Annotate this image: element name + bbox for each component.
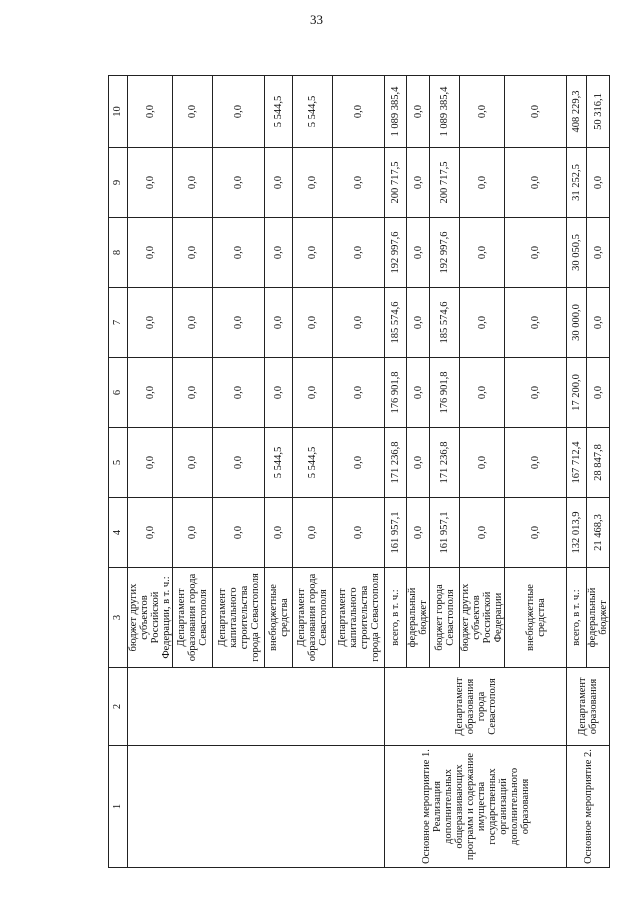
header-cell: 2 [109, 668, 128, 746]
header-cell: 9 [109, 148, 128, 218]
header-row [109, 76, 128, 868]
value-cell: 161 957,1 [385, 498, 407, 568]
value-cell: 171 236,8 [385, 428, 407, 498]
value-cell: 0,0 [173, 428, 213, 498]
header-cell: 3 [109, 568, 128, 668]
value-cell: 0,0 [213, 148, 265, 218]
value-cell: 0,0 [460, 76, 505, 148]
value-cell: 0,0 [265, 148, 293, 218]
value-cell: 132 013,9 [567, 498, 587, 568]
header-cell: 10 [109, 76, 128, 148]
value-cell: 0,0 [505, 148, 567, 218]
value-cell: 31 252,5 [567, 148, 587, 218]
source-cell: всего, в т. ч.: [385, 568, 407, 668]
value-cell: 0,0 [333, 76, 385, 148]
source-cell: внебюджетные средства [265, 568, 293, 668]
value-cell: 0,0 [587, 358, 610, 428]
table-row [385, 76, 407, 868]
value-cell: 171 236,8 [430, 428, 460, 498]
value-cell: 0,0 [265, 498, 293, 568]
value-cell: 0,0 [293, 148, 333, 218]
value-cell: 5 544,5 [265, 428, 293, 498]
value-cell: 0,0 [213, 358, 265, 428]
value-cell: 0,0 [213, 218, 265, 288]
value-cell: 0,0 [407, 218, 430, 288]
value-cell: 0,0 [173, 288, 213, 358]
table-row [567, 76, 587, 868]
value-cell: 192 997,6 [430, 218, 460, 288]
value-cell: 0,0 [293, 288, 333, 358]
value-cell: 0,0 [407, 76, 430, 148]
value-cell: 0,0 [505, 498, 567, 568]
value-cell: 0,0 [587, 288, 610, 358]
value-cell: 0,0 [213, 76, 265, 148]
value-cell: 0,0 [505, 428, 567, 498]
header-cell: 1 [109, 746, 128, 868]
value-cell: 167 712,4 [567, 428, 587, 498]
source-cell: Департамент образования города Севастополя [293, 568, 333, 668]
value-cell: 0,0 [173, 358, 213, 428]
source-cell: федеральный бюджет [587, 568, 610, 668]
value-cell: 5 544,5 [265, 76, 293, 148]
value-cell: 0,0 [407, 358, 430, 428]
value-cell: 0,0 [407, 428, 430, 498]
value-cell: 0,0 [128, 288, 173, 358]
value-cell: 0,0 [173, 218, 213, 288]
source-cell: бюджет других субъектов Российской Федерации, в т. ч.: [128, 568, 173, 668]
value-cell: 408 229,3 [567, 76, 587, 148]
budget-table [108, 75, 610, 868]
value-cell: 185 574,6 [385, 288, 407, 358]
value-cell: 0,0 [173, 498, 213, 568]
value-cell: 200 717,5 [430, 148, 460, 218]
value-cell: 185 574,6 [430, 288, 460, 358]
value-cell: 5 544,5 [293, 428, 333, 498]
value-cell: 0,0 [333, 218, 385, 288]
value-cell: 17 200,0 [567, 358, 587, 428]
table-row [128, 76, 173, 868]
value-cell: 0,0 [213, 428, 265, 498]
value-cell: 0,0 [460, 428, 505, 498]
value-cell: 0,0 [265, 288, 293, 358]
value-cell: 21 468,3 [587, 498, 610, 568]
value-cell: 0,0 [407, 288, 430, 358]
value-cell: 0,0 [128, 358, 173, 428]
value-cell: 200 717,5 [385, 148, 407, 218]
source-cell: Департамент капитального строительства города Севастополя [333, 568, 385, 668]
value-cell: 0,0 [460, 148, 505, 218]
value-cell: 0,0 [333, 498, 385, 568]
value-cell: 0,0 [505, 76, 567, 148]
value-cell: 0,0 [505, 288, 567, 358]
rotated-table-container [108, 76, 610, 868]
value-cell: 0,0 [265, 218, 293, 288]
value-cell: 0,0 [173, 148, 213, 218]
value-cell: 0,0 [265, 358, 293, 428]
value-cell: 30 050,5 [567, 218, 587, 288]
value-cell: 176 901,8 [385, 358, 407, 428]
source-cell: всего, в т. ч.: [567, 568, 587, 668]
value-cell: 192 997,6 [385, 218, 407, 288]
value-cell: 0,0 [333, 358, 385, 428]
source-cell: Департамент капитального строительства города Севастополя [213, 568, 265, 668]
value-cell: 0,0 [128, 428, 173, 498]
value-cell: 0,0 [333, 428, 385, 498]
event-2-name: Основное мероприятие 2. [567, 746, 610, 868]
value-cell: 161 957,1 [430, 498, 460, 568]
value-cell: 50 316,1 [587, 76, 610, 148]
value-cell: 0,0 [460, 498, 505, 568]
event-1-executor: Департамент образования города Севастополя [385, 668, 567, 746]
value-cell: 0,0 [407, 148, 430, 218]
value-cell: 0,0 [128, 76, 173, 148]
value-cell: 0,0 [460, 358, 505, 428]
value-cell: 0,0 [505, 218, 567, 288]
value-cell: 0,0 [128, 148, 173, 218]
source-cell: Департамент образования города Севастополя [173, 568, 213, 668]
event-1-name: Основное мероприятие 1. Реализация дополнительных общеразвивающих программ и содержание имущества государственных организаций дополнительного образования [385, 746, 567, 868]
header-cell: 8 [109, 218, 128, 288]
value-cell: 5 544,5 [293, 76, 333, 148]
value-cell: 0,0 [460, 288, 505, 358]
continuation-cell-col2 [128, 668, 385, 746]
value-cell: 0,0 [333, 288, 385, 358]
header-cell: 6 [109, 358, 128, 428]
value-cell: 0,0 [587, 148, 610, 218]
continuation-cell-col1 [128, 746, 385, 868]
page-number: 33 [310, 12, 323, 27]
value-cell: 0,0 [333, 148, 385, 218]
header-cell: 7 [109, 288, 128, 358]
event-2-executor: Департамент образования [567, 668, 610, 746]
value-cell: 0,0 [213, 288, 265, 358]
value-cell: 30 000,0 [567, 288, 587, 358]
value-cell: 0,0 [128, 218, 173, 288]
value-cell: 0,0 [293, 218, 333, 288]
header-cell: 4 [109, 498, 128, 568]
value-cell: 0,0 [407, 498, 430, 568]
value-cell: 0,0 [587, 218, 610, 288]
source-cell: внебюджетные средства [505, 568, 567, 668]
source-cell: бюджет других субъектов Российской Федерации [460, 568, 505, 668]
value-cell: 0,0 [293, 358, 333, 428]
value-cell: 0,0 [213, 498, 265, 568]
value-cell: 0,0 [128, 498, 173, 568]
source-cell: бюджет города Севастополя [430, 568, 460, 668]
source-cell: федеральный бюджет [407, 568, 430, 668]
value-cell: 176 901,8 [430, 358, 460, 428]
value-cell: 0,0 [505, 358, 567, 428]
value-cell: 1 089 385,4 [430, 76, 460, 148]
value-cell: 28 847,8 [587, 428, 610, 498]
value-cell: 0,0 [293, 498, 333, 568]
value-cell: 0,0 [460, 218, 505, 288]
header-cell: 5 [109, 428, 128, 498]
value-cell: 0,0 [173, 76, 213, 148]
value-cell: 1 089 385,4 [385, 76, 407, 148]
